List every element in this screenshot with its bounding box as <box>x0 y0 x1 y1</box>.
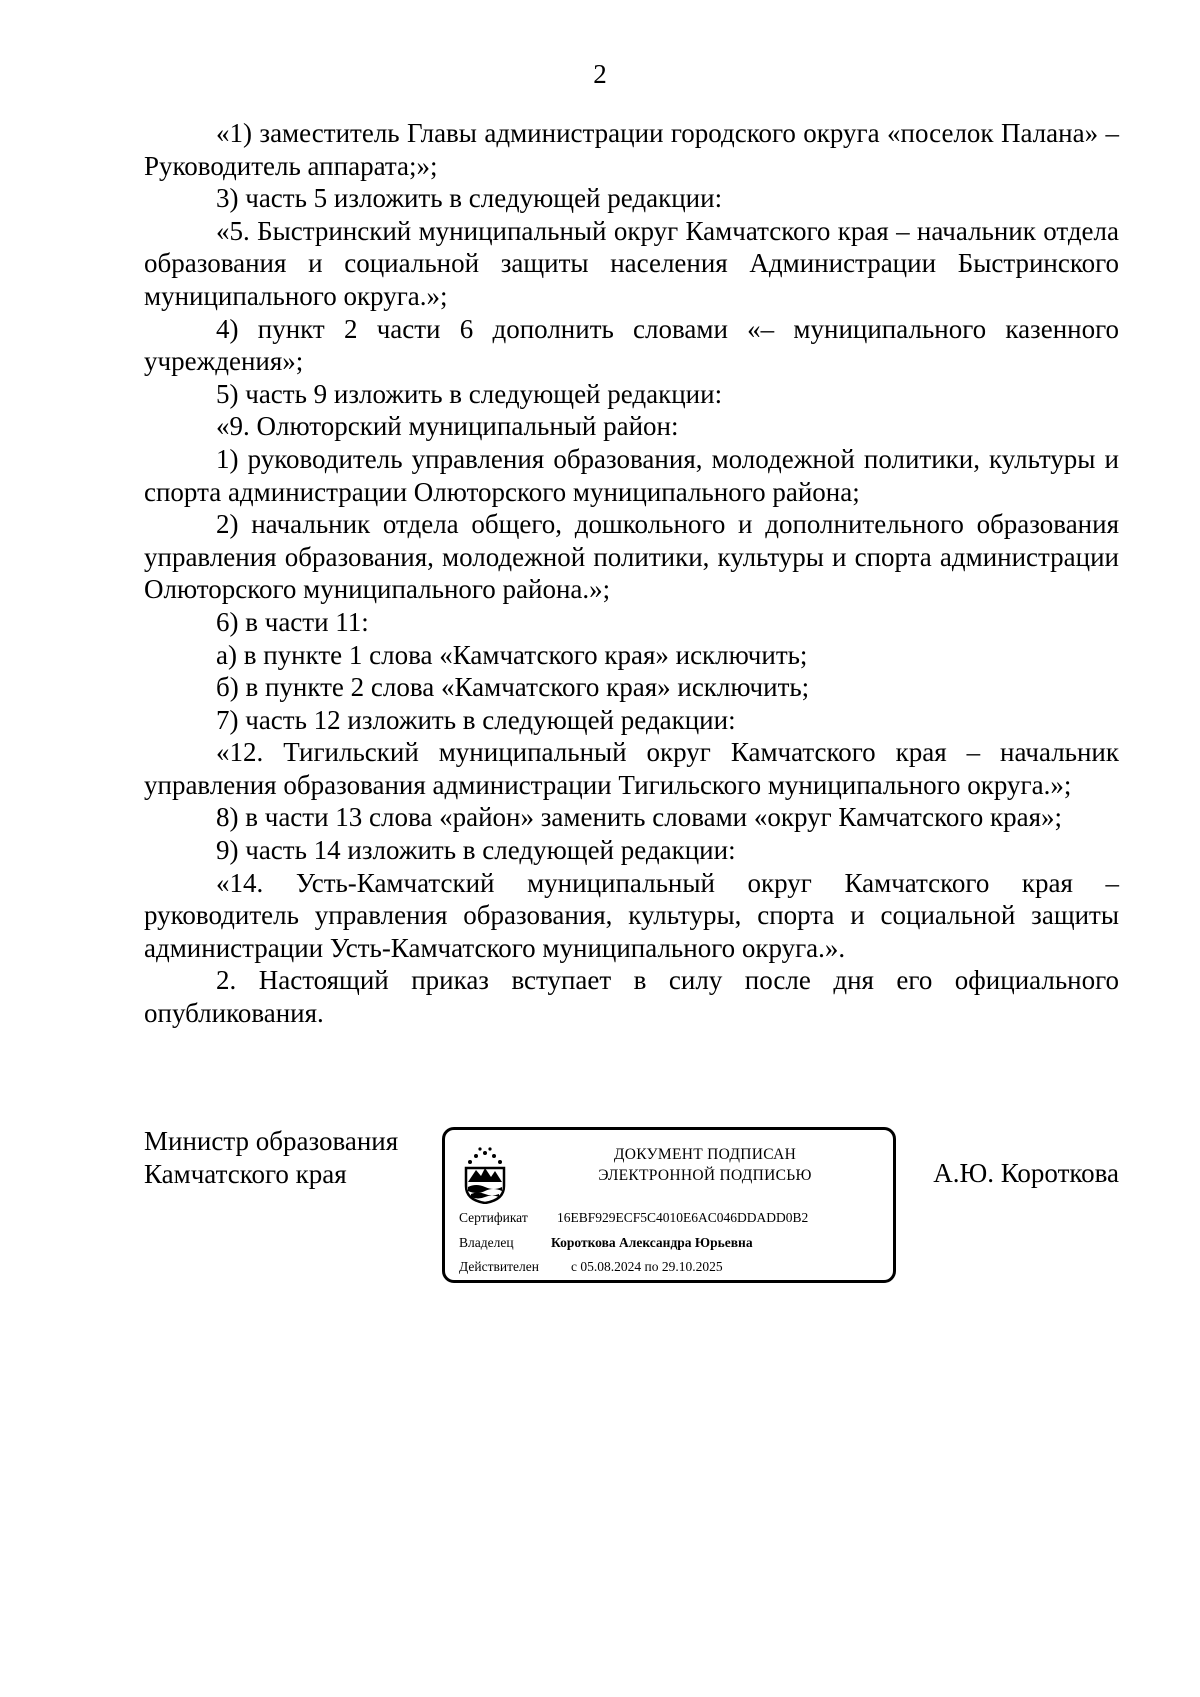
stamp-heading <box>535 1144 875 1186</box>
paragraph: «14. Усть-Камчатский муниципальный округ Камчатского края – руководитель управления образования, культуры, спорта и социальной защиты администрации Усть-Камчатского муниципального округа.». <box>144 867 1119 963</box>
signer-title <box>144 1125 398 1190</box>
owner-row <box>459 1234 753 1252</box>
paragraph: 5) часть 9 изложить в следующей редакции: <box>216 378 723 409</box>
certificate-value: 16EBF929ECF5C4010E6AC046DDADD0B2 <box>557 1210 809 1225</box>
signer-name: А.Ю. Короткова <box>933 1158 1119 1188</box>
certificate-label: Сертификат <box>459 1210 528 1225</box>
signature-block <box>144 1125 1119 1295</box>
paragraph: «1) заместитель Главы администрации городского округа «поселок Палана» – Руководитель аппарата;»; <box>144 118 1119 181</box>
validity-row <box>459 1258 723 1276</box>
owner-label: Владелец <box>459 1235 514 1250</box>
paragraph: 8) в части 13 слова «район» заменить словами «округ Камчатского края»; <box>216 802 1063 833</box>
electronic-signature-stamp <box>442 1127 896 1283</box>
stamp-heading-line: ЭЛЕКТРОННОЙ ПОДПИСЬЮ <box>598 1167 812 1184</box>
validity-label: Действителен <box>459 1259 539 1274</box>
paragraph: 1) руководитель управления образования, молодежной политики, культуры и спорта администрации Олюторского муниципального района; <box>144 443 1119 507</box>
paragraph: 6) в части 11: <box>216 606 369 637</box>
signer-title-line: Камчатского края <box>144 1158 347 1189</box>
certificate-row <box>459 1209 808 1227</box>
paragraph: б) в пункте 2 слова «Камчатского края» исключить; <box>216 672 810 703</box>
paragraph: 9) часть 14 изложить в следующей редакции: <box>216 835 736 866</box>
paragraph: 4) пункт 2 части 6 дополнить словами «– муниципального казенного учреждения»; <box>144 313 1119 377</box>
body-text <box>144 117 1119 1030</box>
validity-value: с 05.08.2024 по 29.10.2025 <box>571 1259 723 1274</box>
paragraph: 3) часть 5 изложить в следующей редакции: <box>216 183 723 214</box>
paragraph: «5. Быстринский муниципальный округ Камчатского края – начальник отдела образования и социальной защиты населения Администрации Быстринского муниципального округа.»; <box>144 215 1119 311</box>
signer-title-line: Министр образования <box>144 1126 399 1156</box>
paragraph: а) в пункте 1 слова «Камчатского края» исключить; <box>216 639 808 670</box>
paragraph: «9. Олюторский муниципальный район: <box>216 411 679 442</box>
paragraph: 7) часть 12 изложить в следующей редакции: <box>216 704 736 735</box>
page-number: 2 <box>593 59 607 89</box>
paragraph: 2) начальник отдела общего, дошкольного и дополнительного образования управления образования, молодежной политики, культуры и спорта администрации Олюторского муниципального района.»; <box>144 509 1119 605</box>
paragraph: «12. Тигильский муниципальный округ Камчатского края – начальник управления образования администрации Тигильского муниципального округа.»; <box>144 737 1119 800</box>
kamchatka-coat-of-arms-icon <box>463 1144 507 1204</box>
paragraph: 2. Настоящий приказ вступает в силу после дня его официального опубликования. <box>144 965 1119 1029</box>
stamp-heading-line: ДОКУМЕНТ ПОДПИСАН <box>613 1146 797 1163</box>
owner-value: Короткова Александра Юрьевна <box>551 1235 753 1250</box>
